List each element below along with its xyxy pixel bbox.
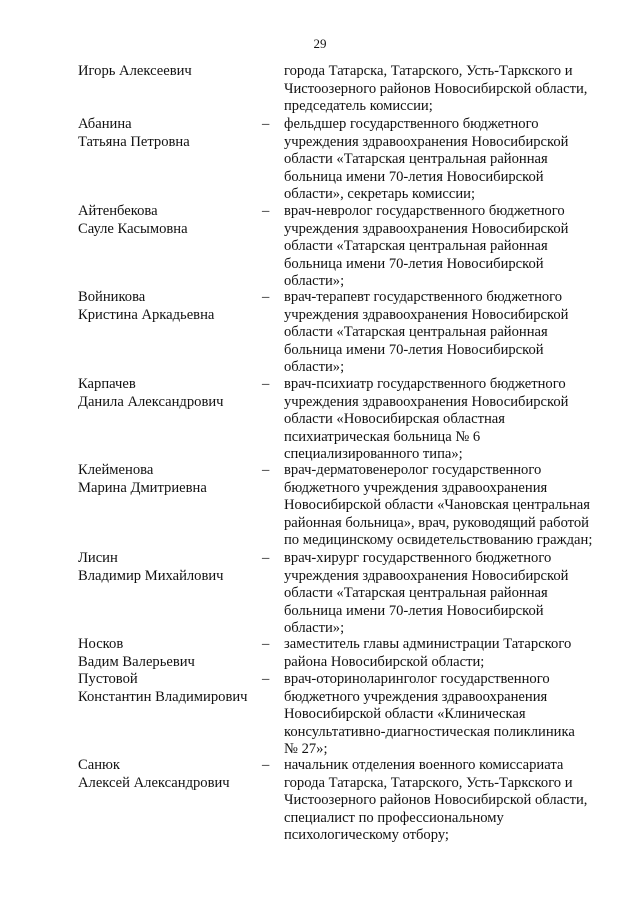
member-role-line: учреждения здравоохранения Новосибирской [284,133,569,150]
member-role-line: врач-терапевт государственного бюджетного [284,289,563,305]
member-role-line: больница имени 70-летия Новосибирской [284,255,544,272]
member-name-line: Санюк [78,757,121,773]
member-role-line: области», секретарь комиссии; [284,186,476,203]
member-role-line: области «Новосибирская областная [284,411,505,428]
member-role [284,757,613,845]
member-role-line: Чистоозерного районов Новосибирской области, [284,792,588,809]
member-role-line: № 27»; [284,741,328,758]
member-dash: – [262,636,270,652]
member-role-line: консультативно-диагностическая поликлиника [284,723,575,740]
member-dash: – [262,289,270,305]
member-name [78,63,263,81]
member-role-line: учреждения здравоохранения Новосибирской [284,393,569,410]
member-role-line: области»; [284,620,345,637]
member-name-line: Сауле Касымовна [78,220,188,237]
member-dash: – [262,757,270,773]
member-role-line: больница имени 70-летия Новосибирской [284,168,544,185]
member-role [284,376,613,464]
member-name-line: Пустовой [78,671,138,687]
member-role-line: бюджетного учреждения здравоохранения [284,479,548,496]
member-name-line: Клейменова [78,462,154,478]
member-name-line: Носков [78,636,124,652]
member-role-line: области «Татарская центральная районная [284,238,548,255]
member-name-line: Кристина Аркадьевна [78,306,215,323]
member-role-line: города Татарска, Татарского, Усть-Таркского и [284,774,573,791]
member-role [284,550,613,638]
member-role-line: области»; [284,273,345,290]
member-role-line: учреждения здравоохранения Новосибирской [284,567,569,584]
member-role-line: Чистоозерного районов Новосибирской области, [284,80,588,97]
member-role-line: специалист по профессиональному [284,809,504,826]
member-dash: – [262,671,270,687]
member-name [78,757,263,792]
member-name [78,636,263,671]
member-role-line: районная больница», врач, руководящий работой [284,514,589,531]
member-role-line: заместитель главы администрации Татарского [284,636,572,652]
member-role [284,636,613,671]
member-name-line: Игорь Алексеевич [78,63,192,79]
member-role-line: фельдшер государственного бюджетного [284,116,539,132]
member-role [284,462,613,550]
member-role-line: больница имени 70-летия Новосибирской [284,602,544,619]
member-role-line: учреждения здравоохранения Новосибирской [284,220,569,237]
member-name-line: Данила Александрович [78,393,224,410]
member-role-line: специализированного типа»; [284,446,463,463]
member-role-line: области «Татарская центральная районная [284,324,548,341]
member-name [78,376,263,411]
member-name [78,289,263,324]
member-role-line: врач-психиатр государственного бюджетного [284,376,566,392]
member-name-line: Марина Дмитриевна [78,479,207,496]
member-role [284,671,613,759]
member-dash: – [262,462,270,478]
member-role-line: учреждения здравоохранения Новосибирской [284,306,569,323]
member-name [78,671,263,706]
member-role-line: по медицинскому освидетельствованию граждан; [284,532,593,549]
member-name-line: Владимир Михайлович [78,567,224,584]
member-role-line: больница имени 70-летия Новосибирской [284,341,544,358]
member-role-line: психиатрическая больница № 6 [284,428,481,445]
member-name-line: Вадим Валерьевич [78,653,195,670]
member-role-line: бюджетного учреждения здравоохранения [284,688,548,705]
member-name [78,462,263,497]
member-name-line: Карпачев [78,376,136,392]
member-role-line: области «Татарская центральная районная [284,585,548,602]
member-dash: – [262,550,270,566]
member-name-line: Айтенбекова [78,203,158,219]
member-name-line: Татьяна Петровна [78,133,190,150]
member-role [284,289,613,377]
member-name [78,203,263,238]
member-role-line: Новосибирской области «Чановская центральная [284,497,590,514]
member-role-line: Новосибирской области «Клиническая [284,706,526,723]
member-dash: – [262,203,270,219]
member-role [284,203,613,291]
member-dash: – [262,116,270,132]
member-name [78,550,263,585]
member-name-line: Лисин [78,550,118,566]
member-name-line: Алексей Александрович [78,774,230,791]
page-number: 29 [313,36,327,51]
member-role-line: начальник отделения военного комиссариата [284,757,564,773]
member-role-line: председатель комиссии; [284,98,433,115]
member-role-line: психологическому отбору; [284,827,449,844]
member-name-line: Константин Владимирович [78,688,248,705]
member-role-line: города Татарска, Татарского, Усть-Таркского и [284,63,573,79]
member-role [284,116,613,204]
member-name-line: Абанина [78,116,132,132]
member-role-line: врач-оториноларинголог государственного [284,671,550,687]
member-role-line: врач-хирург государственного бюджетного [284,550,552,566]
member-role-line: области «Татарская центральная районная [284,151,548,168]
member-role-line: врач-дерматовенеролог государственного [284,462,542,478]
member-role-line: района Новосибирской области; [284,653,485,670]
member-dash: – [262,376,270,392]
member-name [78,116,263,151]
member-role-line: области»; [284,359,345,376]
member-role-line: врач-невролог государственного бюджетного [284,203,565,219]
member-role [284,63,613,116]
member-name-line: Войникова [78,289,146,305]
